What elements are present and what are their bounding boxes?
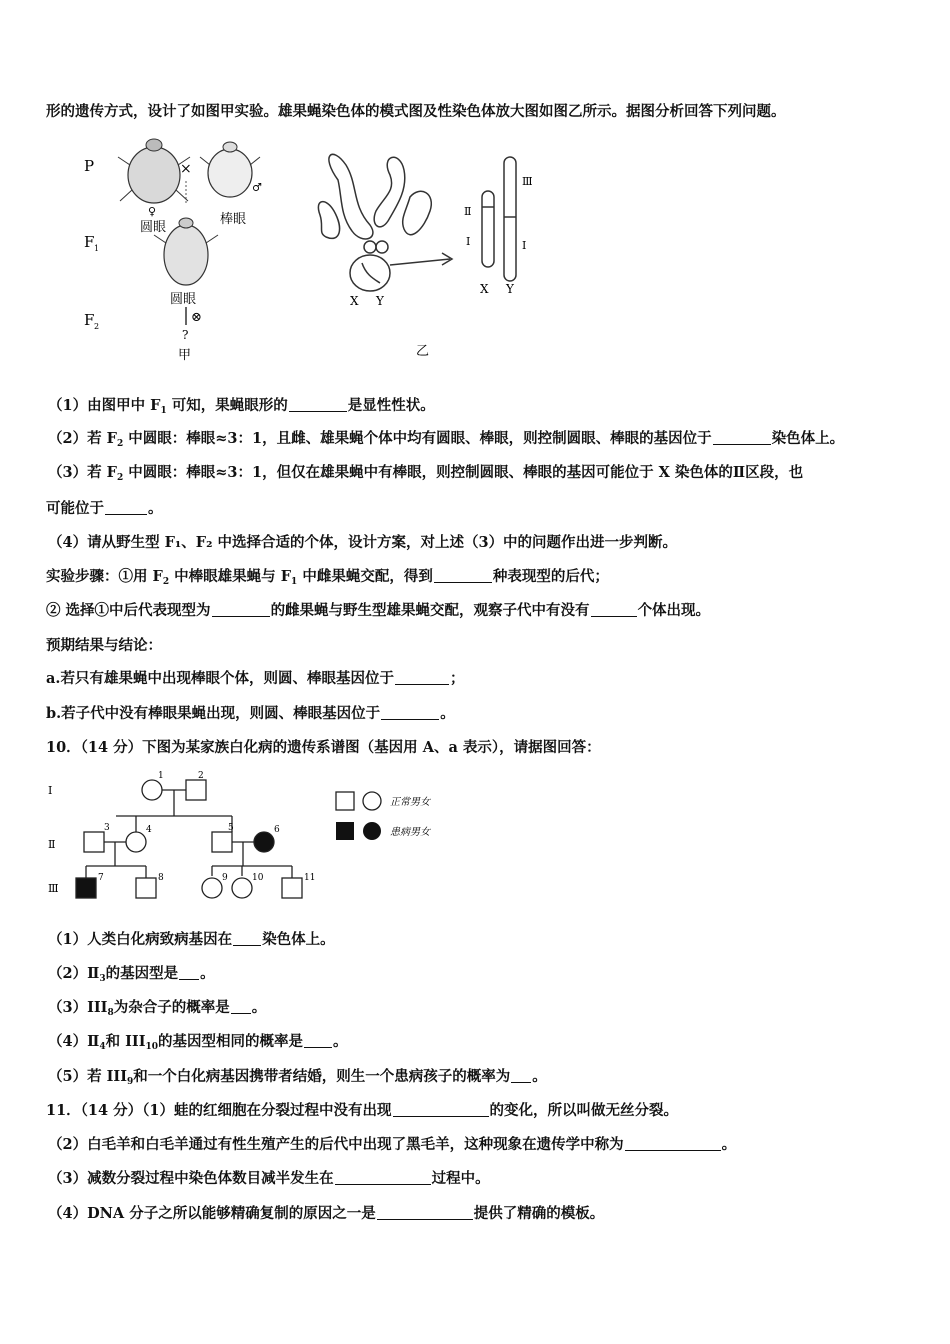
karyotype-drawing: [318, 154, 452, 291]
gen-label-p: P: [84, 157, 95, 175]
male-symbol: ♂: [252, 181, 262, 194]
q10-blank-3[interactable]: [231, 999, 251, 1014]
individual-3: [84, 832, 104, 852]
num-1: 1: [158, 771, 164, 781]
q10-sub3: $(3)III_8$为杂合子的概率是 。: [48, 999, 267, 1018]
gen-label-f2: F: [84, 311, 95, 329]
q11-sub2: （2）白毛羊和白毛羊通过有性生殖产生的后代中出现了黑毛羊，这种现象在遗传学中称为 。: [48, 1136, 737, 1153]
gen-III: Ⅲ: [48, 882, 59, 895]
q9-blank-4[interactable]: [434, 568, 492, 583]
individual-7: [76, 878, 96, 898]
q11-blank-4[interactable]: [377, 1205, 473, 1220]
q11-sub3: （3）减数分裂过程中染色体数目减半发生在 过程中。: [48, 1170, 490, 1187]
p-female-round-eye: 圆眼: [140, 220, 167, 235]
q10-title: 10．（14 分）下图为某家族白化病的遗传系谱图（基因用 A、a 表示），请据图回答：: [46, 739, 601, 756]
individual-9: [202, 878, 222, 898]
num-8: 8: [158, 873, 164, 883]
intro-text: 形的遗传方式，设计了如图甲实验。雄果蝇染色体的模式图及性染色体放大图如图乙所示。据图分析回答下列问题。: [46, 103, 786, 120]
y-seg-iii: Ⅲ: [522, 175, 533, 188]
num-7: 7: [98, 873, 104, 883]
male-fly-drawing: [200, 142, 260, 197]
y-seg-i: Ⅰ: [522, 239, 527, 252]
num-11: 11: [304, 873, 316, 883]
q11-blank-2[interactable]: [625, 1136, 721, 1151]
gen-label-f1-sub: 1: [94, 244, 100, 253]
q9-blank-5[interactable]: [212, 602, 270, 617]
pedigree-legend: [336, 792, 431, 840]
q9-blank-6[interactable]: [591, 602, 637, 617]
figure-fruitfly-experiment: [70, 135, 560, 365]
num-10: 10: [252, 873, 264, 883]
q10-blank-2[interactable]: [179, 965, 199, 980]
sexchrom-y: Y: [506, 282, 514, 296]
q9-blank-7[interactable]: [395, 670, 449, 685]
legend-affected: 患病男女: [390, 827, 430, 838]
num-4: 4: [146, 825, 152, 835]
q10-blank-1[interactable]: [233, 931, 261, 946]
num-9: 9: [222, 873, 228, 883]
q9-blank-3[interactable]: [105, 500, 147, 515]
gen-I: Ⅰ: [48, 784, 53, 797]
individual-4: [126, 832, 146, 852]
karyotype-x: X: [350, 294, 359, 308]
q10-sub5: （5）若 $III_9$和一个白化病基因携带者结婚，则生一个患病孩子的概率为 。: [48, 1068, 547, 1087]
gen-II: Ⅱ: [48, 838, 56, 851]
q9-part3: （3）若 $F_2$ 中圆眼：棒眼≈3：1，但仅在雄果蝇中有棒眼，则控制圆眼、棒眼的基因可能位于 X 染色体的Ⅱ区段，也: [48, 464, 804, 483]
q10-blank-5[interactable]: [511, 1068, 531, 1083]
x-seg-ii: Ⅱ: [464, 205, 472, 218]
q10-sub1: （1）人类白化病致病基因在 染色体上。: [48, 931, 335, 948]
q10-blank-4[interactable]: [304, 1033, 332, 1048]
q9-part3-cont: 可能位于 。: [46, 500, 163, 517]
q9-blank-1[interactable]: [289, 397, 347, 412]
num-3: 3: [104, 823, 110, 833]
num-6: 6: [274, 825, 280, 835]
q9-part2: （2）若 $F_2$ 中圆眼：棒眼≈3：1，且雌、雄果蝇个体中均有圆眼、棒眼，则控制圆眼、棒眼的基因位于 染色体上。: [48, 430, 845, 449]
individual-5: [212, 832, 232, 852]
legend-normal: 正常男女: [390, 797, 430, 808]
sex-chromosome-xy: [482, 157, 516, 281]
individual-8: [136, 878, 156, 898]
karyotype-y: Y: [376, 294, 384, 308]
individual-10: [232, 878, 252, 898]
pedigree-chart: [46, 770, 466, 910]
q9-step2: ② 选择①中后代表现型为 的雌果蝇与野生型雄果蝇交配，观察子代中有没有 个体出现。: [46, 602, 711, 619]
label-yi: 乙: [416, 344, 430, 359]
num-5: 5: [228, 823, 234, 833]
p-male-bar-eye: 棒眼: [220, 212, 247, 227]
q9-step1: 实验步骤：①用 $F_2$ 中棒眼雄果蝇与 $F_1$ 中雌果蝇交配，得到 种表现型的后代；: [46, 568, 609, 587]
q9-blank-8[interactable]: [381, 705, 439, 720]
q9-result-b: b.若子代中没有棒眼果蝇出现，则圆、棒眼基因位于 。: [46, 705, 455, 722]
q10-sub4: $(4)Ⅱ_4$和 $III_{10}$的基因型相同的概率是 。: [48, 1033, 348, 1052]
individual-11: [282, 878, 302, 898]
self-cross-symbol: ⊗: [191, 310, 202, 325]
num-2: 2: [198, 771, 204, 781]
cross-symbol: ×: [180, 161, 192, 177]
sexchrom-x: X: [480, 282, 489, 296]
q9-part4: （4）请从野生型 F₁、F₂ 中选择合适的个体，设计方案，对上述（3）中的问题作出进一步判断。: [48, 534, 678, 551]
individual-2: [186, 780, 206, 800]
q11-sub4: （4）DNA 分子之所以能够精确复制的原因之一是 提供了精确的模板。: [48, 1205, 605, 1222]
female-symbol: ♀: [148, 205, 157, 218]
gen-label-f2-sub: 2: [94, 322, 100, 331]
q11-sub1: 11．（14 分）（1）蛙的红细胞在分裂过程中没有出现 的变化，所以叫做无丝分裂。: [46, 1102, 678, 1119]
q11-blank-3[interactable]: [335, 1170, 431, 1185]
q9-result-a: a.若只有雄果蝇中出现棒眼个体，则圆、棒眼基因位于 ；: [46, 670, 465, 687]
q9-expect: 预期结果与结论：: [46, 637, 162, 654]
f1-round-eye: 圆眼: [170, 292, 197, 307]
label-jia: 甲: [178, 348, 192, 363]
gen-label-f1: F: [84, 233, 95, 251]
q9-part1: （1）由图甲中 $F_1$ 可知，果蝇眼形的 是显性性状。: [48, 397, 435, 416]
q9-blank-2[interactable]: [713, 430, 771, 445]
f2-question: ?: [182, 328, 189, 342]
individual-6: [254, 832, 274, 852]
q10-sub2: $(2)Ⅱ_3$的基因型是 。: [48, 965, 215, 984]
x-seg-i: Ⅰ: [466, 235, 471, 248]
q11-blank-1[interactable]: [393, 1102, 489, 1117]
individual-1: [142, 780, 162, 800]
